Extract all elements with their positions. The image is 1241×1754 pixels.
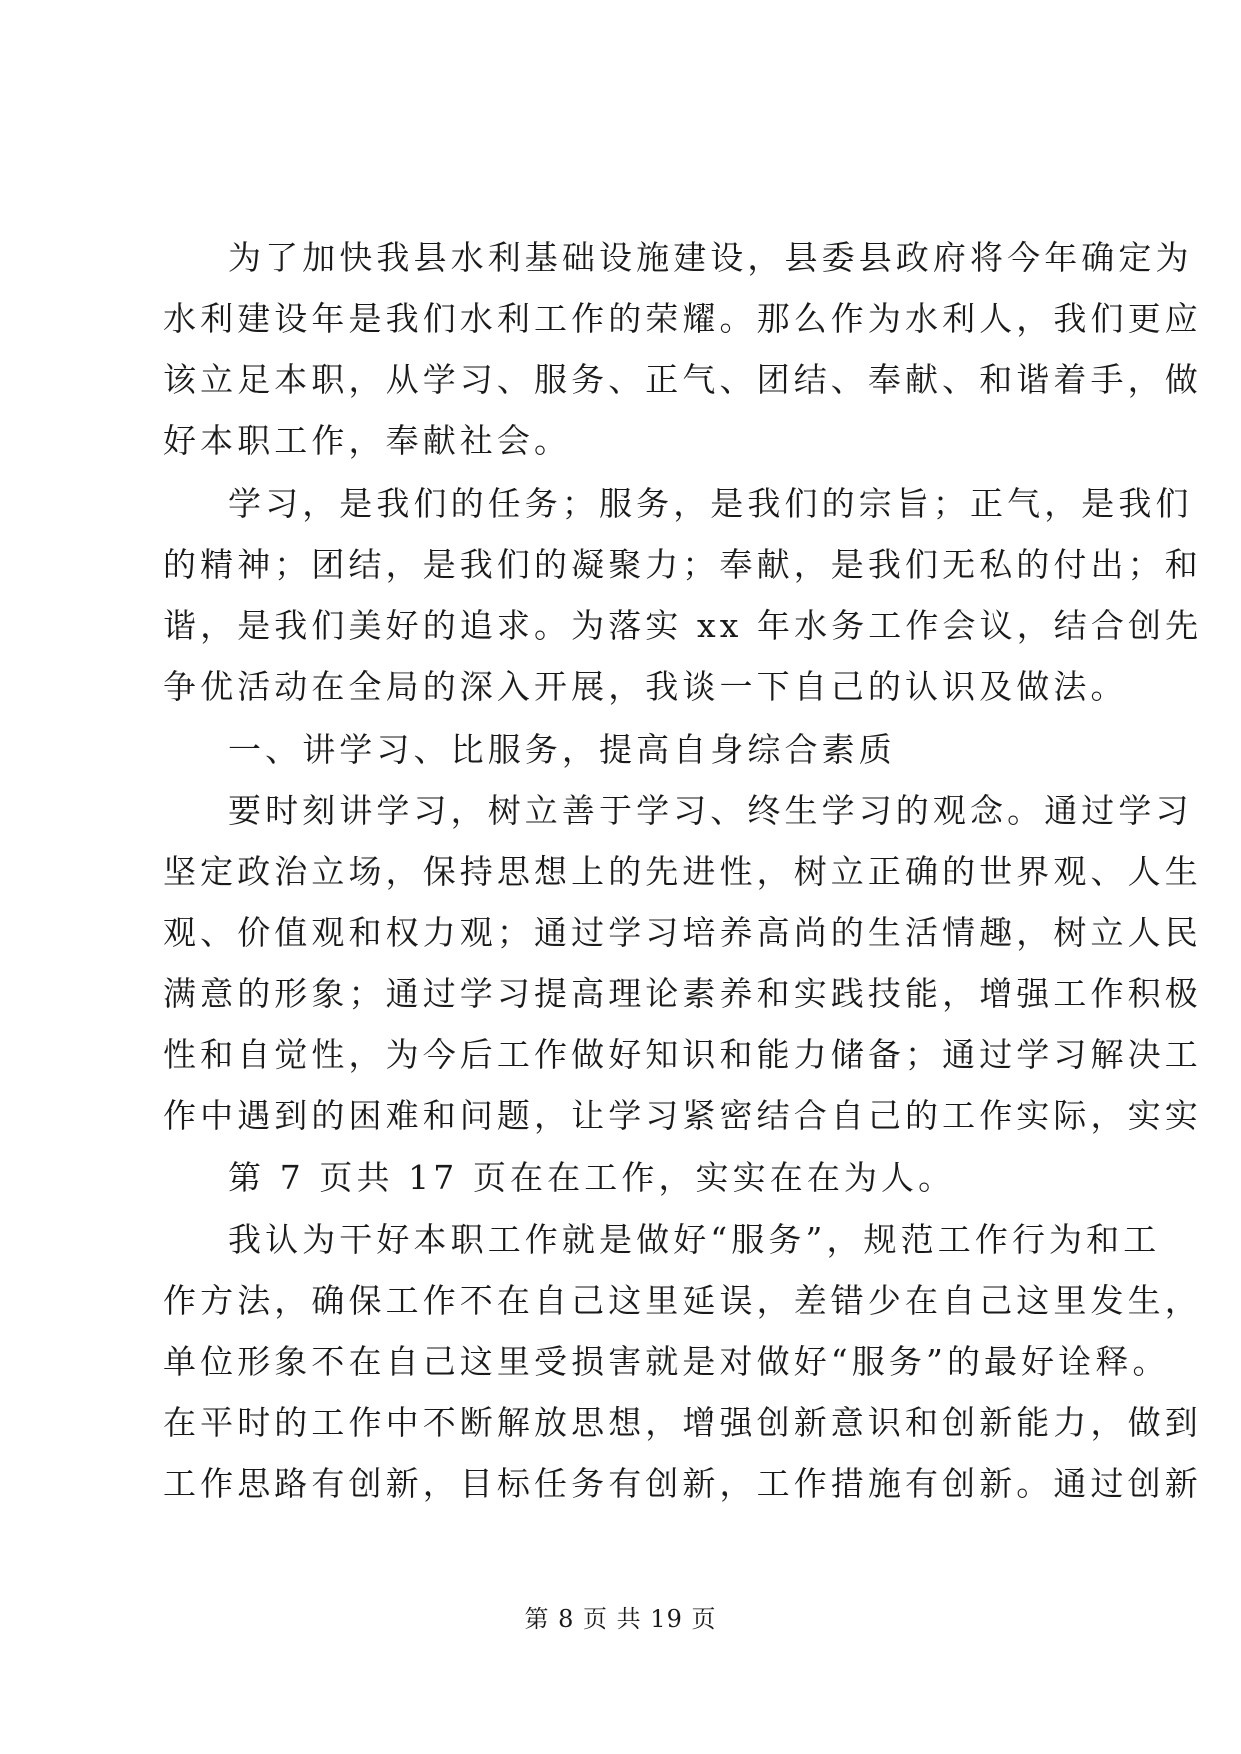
paragraph-line: 作方法，确保工作不在自己这里延误，差错少在自己这里发生， — [163, 1281, 1202, 1320]
paragraph-line: 坚定政治立场，保持思想上的先进性，树立正确的世界观、人生 — [163, 852, 1202, 891]
paragraph-line: 谐，是我们美好的追求。为落实 xx 年水务工作会议，结合创先 — [163, 606, 1203, 645]
paragraph-line: 我认为干好本职工作就是做好“服务”，规范工作行为和工 — [228, 1220, 1161, 1259]
paragraph-line: 该立足本职，从学习、服务、正气、团结、奉献、和谐着手，做 — [163, 360, 1202, 399]
paragraph-line: 的精神；团结，是我们的凝聚力；奉献，是我们无私的付出；和 — [163, 545, 1202, 584]
paragraph-line: 争优活动在全局的深入开展，我谈一下自己的认识及做法。 — [163, 667, 1128, 706]
paragraph-line: 学习，是我们的任务；服务，是我们的宗旨；正气，是我们 — [228, 484, 1193, 523]
paragraph-line: 观、价值观和权力观；通过学习培养高尚的生活情趣，树立人民 — [163, 913, 1202, 952]
paragraph-line: 好本职工作，奉献社会。 — [163, 421, 572, 460]
paragraph-line: 在平时的工作中不断解放思想，增强创新意识和创新能力，做到 — [163, 1403, 1202, 1442]
paragraph-line: 性和自觉性，为今后工作做好知识和能力储备；通过学习解决工 — [163, 1035, 1202, 1074]
paragraph-line: 为了加快我县水利基础设施建设，县委县政府将今年确定为 — [228, 238, 1193, 277]
paragraph-line: 水利建设年是我们水利工作的荣耀。那么作为水利人，我们更应 — [163, 299, 1202, 338]
paragraph-line: 第 7 页共 17 页在在工作，实实在在为人。 — [228, 1158, 956, 1197]
section-heading: 一、讲学习、比服务，提高自身综合素质 — [228, 730, 896, 769]
paragraph-line: 作中遇到的困难和问题，让学习紧密结合自己的工作实际，实实 — [163, 1096, 1202, 1135]
paragraph-line: 要时刻讲学习，树立善于学习、终生学习的观念。通过学习 — [228, 791, 1193, 830]
paragraph-line: 满意的形象；通过学习提高理论素养和实践技能，增强工作积极 — [163, 974, 1202, 1013]
paragraph-line: 工作思路有创新，目标任务有创新，工作措施有创新。通过创新 — [163, 1464, 1202, 1503]
page-number-footer: 第 8 页 共 19 页 — [524, 1605, 717, 1633]
paragraph-line: 单位形象不在自己这里受损害就是对做好“服务”的最好诠释。 — [163, 1342, 1170, 1381]
